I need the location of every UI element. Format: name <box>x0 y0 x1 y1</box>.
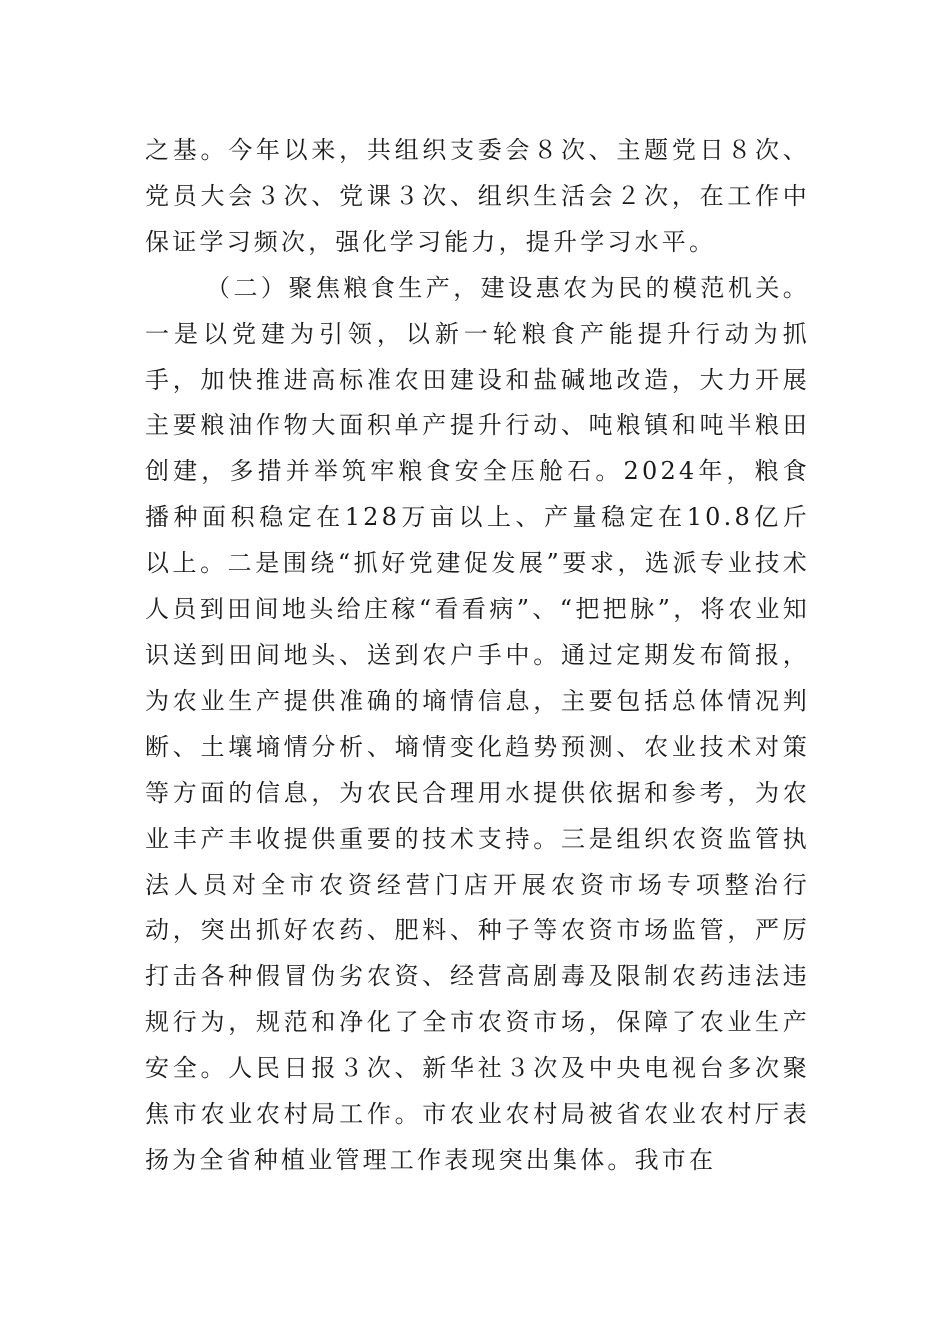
paragraph-continuation: 之基。今年以来，共组织支委会８次、主题党日８次、党员大会３次、党课３次、组织生活会２次，在工作中保证学习频次，强化学习能力，提升学习水平。 <box>145 136 810 256</box>
paragraph-section-two: （二）聚焦粮食生产，建设惠农为民的模范机关。一是以党建为引领，以新一轮粮食产能提升行动为抓手，加快推进高标准农田建设和盐碱地改造，大力开展主要粮油作物大面积单产提升行动、吨粮镇和吨半粮田创建，多措并举筑牢粮食安全压舱石。2024年，粮食播种面积稳定在128万亩以上、产量稳定在10.8亿斤以上。二是围绕“抓好党建促发展”要求，选派专业技术人员到田间地头给庄稼“看看病”、“把把脉”，将农业知识送到田间地头、送到农户手中。通过定期发布简报，为农业生产提供准确的墒情信息，主要包括总体情况判断、土壤墒情分析、墒情变化趋势预测、农业技术对策等方面的信息，为农民合理用水提供依据和参考，为农业丰产丰收提供重要的技术支持。三是组织农资监管执法人员对全市农资经营门店开展农资市场专项整治行动，突出抓好农药、肥料、种子等农资市场监管，严厉打击各种假冒伪劣农资、经营高剧毒及限制农药违法违规行为，规范和净化了全市农资市场，保障了农业生产安全。人民日报３次、新华社３次及中央电视台多次聚焦市农业农村局工作。市农业农村局被省农业农村厅表扬为全省种植业管理工作表现突出集体。我市在 <box>145 273 810 1174</box>
document-body <box>145 128 810 1184</box>
